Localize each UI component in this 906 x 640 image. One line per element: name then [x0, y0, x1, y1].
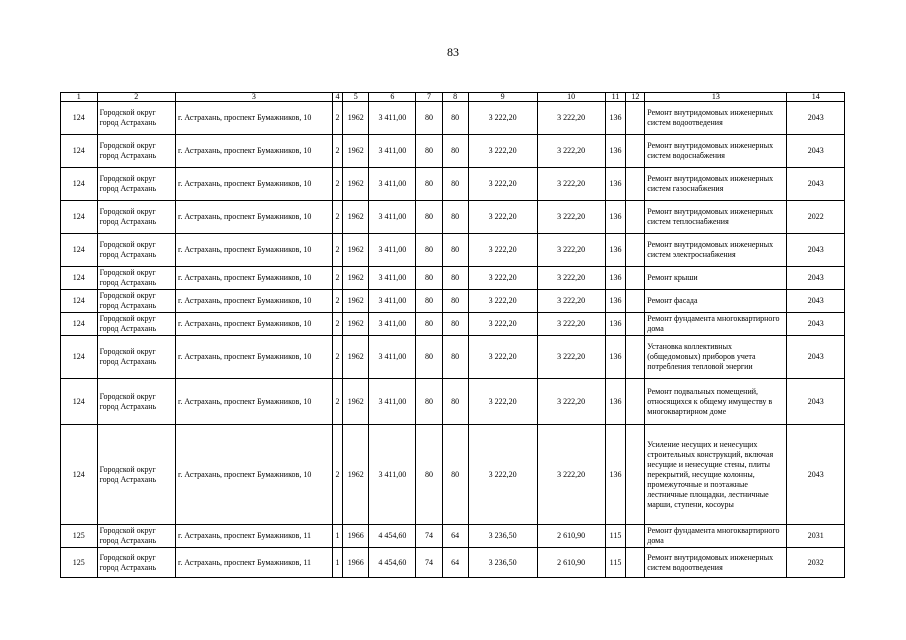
col9-area-cell: 3 222,20: [468, 102, 537, 135]
year-built-cell: 1962: [343, 290, 369, 313]
col8-cell: 64: [442, 548, 468, 578]
total-area-cell: 4 454,60: [369, 525, 416, 548]
col9-area-cell: 3 236,50: [468, 525, 537, 548]
address-cell: г. Астрахань, проспект Бумажников, 10: [175, 201, 332, 234]
column-number-row: [61, 93, 845, 102]
col11-cell: 136: [605, 168, 626, 201]
total-area-cell: 3 411,00: [369, 336, 416, 379]
col9-area-cell: 3 222,20: [468, 168, 537, 201]
total-area-cell: 3 411,00: [369, 168, 416, 201]
col7-cell: 80: [416, 201, 442, 234]
work-type-cell: Ремонт внутридомовых инженерных систем водоотведения: [645, 102, 787, 135]
address-cell: г. Астрахань, проспект Бумажников, 10: [175, 336, 332, 379]
municipality-cell: Городской округ город Астрахань: [97, 201, 175, 234]
total-area-cell: 3 411,00: [369, 290, 416, 313]
planned-year-cell: 2022: [787, 201, 845, 234]
col12-cell: [626, 336, 645, 379]
row-number-cell: 125: [61, 525, 98, 548]
municipality-cell: Городской округ город Астрахань: [97, 168, 175, 201]
col10-area-cell: 2 610,90: [537, 548, 605, 578]
municipality-cell: Городской округ город Астрахань: [97, 234, 175, 267]
col10-area-cell: 3 222,20: [537, 135, 605, 168]
table-row: [61, 525, 845, 548]
col12-cell: [626, 267, 645, 290]
col10-area-cell: 3 222,20: [537, 290, 605, 313]
col10-area-cell: 3 222,20: [537, 201, 605, 234]
row-number-cell: 124: [61, 267, 98, 290]
municipality-cell: Городской округ город Астрахань: [97, 336, 175, 379]
address-cell: г. Астрахань, проспект Бумажников, 10: [175, 234, 332, 267]
column-number: 4: [332, 93, 342, 102]
col8-cell: 80: [442, 135, 468, 168]
municipality-cell: Городской округ город Астрахань: [97, 548, 175, 578]
total-area-cell: 3 411,00: [369, 102, 416, 135]
year-built-cell: 1962: [343, 135, 369, 168]
column-number: 12: [626, 93, 645, 102]
column-number: 10: [537, 93, 605, 102]
municipality-cell: Городской округ город Астрахань: [97, 102, 175, 135]
col8-cell: 80: [442, 267, 468, 290]
column-number: 11: [605, 93, 626, 102]
floors-cell: 2: [332, 201, 342, 234]
column-number: 14: [787, 93, 845, 102]
col9-area-cell: 3 222,20: [468, 313, 537, 336]
col9-area-cell: 3 222,20: [468, 290, 537, 313]
municipality-cell: Городской округ город Астрахань: [97, 290, 175, 313]
table-row: [61, 135, 845, 168]
table-row: [61, 267, 845, 290]
floors-cell: 2: [332, 425, 342, 525]
year-built-cell: 1962: [343, 201, 369, 234]
col12-cell: [626, 379, 645, 425]
work-type-cell: Ремонт внутридомовых инженерных систем электроснабжения: [645, 234, 787, 267]
municipality-cell: Городской округ город Астрахань: [97, 525, 175, 548]
col8-cell: 80: [442, 234, 468, 267]
year-built-cell: 1962: [343, 379, 369, 425]
col7-cell: 74: [416, 548, 442, 578]
planned-year-cell: 2043: [787, 168, 845, 201]
col7-cell: 80: [416, 425, 442, 525]
work-type-cell: Ремонт внутридомовых инженерных систем водоснабжения: [645, 135, 787, 168]
col7-cell: 80: [416, 290, 442, 313]
year-built-cell: 1962: [343, 313, 369, 336]
work-type-cell: Усиление несущих и ненесущих строительных конструкций, включая несущие и ненесущие стены, плиты перекрытий, несущие колонны, промежуточные и поэтажные лестничные площадки, лестничные марши, ступени, косоуры: [645, 425, 787, 525]
planned-year-cell: 2043: [787, 102, 845, 135]
col12-cell: [626, 168, 645, 201]
work-type-cell: Ремонт фундамента многоквартирного дома: [645, 313, 787, 336]
floors-cell: 2: [332, 135, 342, 168]
year-built-cell: 1962: [343, 267, 369, 290]
col12-cell: [626, 425, 645, 525]
col11-cell: 115: [605, 548, 626, 578]
total-area-cell: 3 411,00: [369, 313, 416, 336]
col9-area-cell: 3 222,20: [468, 336, 537, 379]
col7-cell: 80: [416, 234, 442, 267]
column-number: 3: [175, 93, 332, 102]
work-type-cell: Ремонт внутридомовых инженерных систем водоотведения: [645, 548, 787, 578]
row-number-cell: 124: [61, 379, 98, 425]
table-row: [61, 168, 845, 201]
year-built-cell: 1966: [343, 548, 369, 578]
address-cell: г. Астрахань, проспект Бумажников, 10: [175, 168, 332, 201]
col11-cell: 136: [605, 379, 626, 425]
planned-year-cell: 2043: [787, 313, 845, 336]
repair-register-table: [60, 92, 845, 578]
col10-area-cell: 3 222,20: [537, 267, 605, 290]
column-number: 8: [442, 93, 468, 102]
row-number-cell: 124: [61, 135, 98, 168]
col10-area-cell: 3 222,20: [537, 102, 605, 135]
year-built-cell: 1962: [343, 168, 369, 201]
planned-year-cell: 2043: [787, 135, 845, 168]
year-built-cell: 1962: [343, 425, 369, 525]
col7-cell: 80: [416, 313, 442, 336]
table-row: [61, 425, 845, 525]
row-number-cell: 124: [61, 313, 98, 336]
col11-cell: 136: [605, 267, 626, 290]
work-type-cell: Ремонт фасада: [645, 290, 787, 313]
planned-year-cell: 2043: [787, 379, 845, 425]
column-number: 7: [416, 93, 442, 102]
col11-cell: 136: [605, 290, 626, 313]
col10-area-cell: 3 222,20: [537, 425, 605, 525]
col7-cell: 80: [416, 336, 442, 379]
planned-year-cell: 2043: [787, 425, 845, 525]
row-number-cell: 124: [61, 425, 98, 525]
column-number: 9: [468, 93, 537, 102]
planned-year-cell: 2043: [787, 267, 845, 290]
col9-area-cell: 3 222,20: [468, 425, 537, 525]
col10-area-cell: 3 222,20: [537, 234, 605, 267]
floors-cell: 2: [332, 313, 342, 336]
address-cell: г. Астрахань, проспект Бумажников, 11: [175, 525, 332, 548]
col11-cell: 136: [605, 313, 626, 336]
col7-cell: 80: [416, 267, 442, 290]
municipality-cell: Городской округ город Астрахань: [97, 267, 175, 290]
year-built-cell: 1966: [343, 525, 369, 548]
table-row: [61, 234, 845, 267]
column-number: 2: [97, 93, 175, 102]
column-number: 13: [645, 93, 787, 102]
col8-cell: 80: [442, 336, 468, 379]
floors-cell: 2: [332, 290, 342, 313]
address-cell: г. Астрахань, проспект Бумажников, 11: [175, 548, 332, 578]
floors-cell: 2: [332, 168, 342, 201]
table-row: [61, 336, 845, 379]
col10-area-cell: 3 222,20: [537, 313, 605, 336]
page-number: 83: [447, 45, 459, 59]
total-area-cell: 3 411,00: [369, 379, 416, 425]
table-row: [61, 290, 845, 313]
col7-cell: 74: [416, 525, 442, 548]
work-type-cell: Ремонт подвальных помещений, относящихся к общему имуществу в многоквартирном доме: [645, 379, 787, 425]
table-row: [61, 102, 845, 135]
col8-cell: 64: [442, 525, 468, 548]
floors-cell: 2: [332, 267, 342, 290]
address-cell: г. Астрахань, проспект Бумажников, 10: [175, 102, 332, 135]
table-row: [61, 379, 845, 425]
year-built-cell: 1962: [343, 102, 369, 135]
col12-cell: [626, 290, 645, 313]
col9-area-cell: 3 222,20: [468, 379, 537, 425]
municipality-cell: Городской округ город Астрахань: [97, 425, 175, 525]
col12-cell: [626, 548, 645, 578]
municipality-cell: Городской округ город Астрахань: [97, 313, 175, 336]
total-area-cell: 3 411,00: [369, 135, 416, 168]
municipality-cell: Городской округ город Астрахань: [97, 135, 175, 168]
col8-cell: 80: [442, 168, 468, 201]
address-cell: г. Астрахань, проспект Бумажников, 10: [175, 135, 332, 168]
row-number-cell: 124: [61, 201, 98, 234]
column-number: 5: [343, 93, 369, 102]
col10-area-cell: 3 222,20: [537, 168, 605, 201]
work-type-cell: Ремонт внутридомовых инженерных систем газоснабжения: [645, 168, 787, 201]
col7-cell: 80: [416, 102, 442, 135]
col10-area-cell: 3 222,20: [537, 379, 605, 425]
column-number: 1: [61, 93, 98, 102]
col11-cell: 136: [605, 102, 626, 135]
work-type-cell: Ремонт фундамента многоквартирного дома: [645, 525, 787, 548]
col11-cell: 136: [605, 425, 626, 525]
address-cell: г. Астрахань, проспект Бумажников, 10: [175, 290, 332, 313]
col11-cell: 136: [605, 201, 626, 234]
col8-cell: 80: [442, 313, 468, 336]
col8-cell: 80: [442, 379, 468, 425]
col12-cell: [626, 313, 645, 336]
floors-cell: 1: [332, 548, 342, 578]
address-cell: г. Астрахань, проспект Бумажников, 10: [175, 267, 332, 290]
col12-cell: [626, 201, 645, 234]
column-number: 6: [369, 93, 416, 102]
col9-area-cell: 3 222,20: [468, 267, 537, 290]
col10-area-cell: 3 222,20: [537, 336, 605, 379]
col11-cell: 136: [605, 234, 626, 267]
col12-cell: [626, 135, 645, 168]
col12-cell: [626, 234, 645, 267]
work-type-cell: Ремонт внутридомовых инженерных систем теплоснабжения: [645, 201, 787, 234]
col7-cell: 80: [416, 379, 442, 425]
table-row: [61, 548, 845, 578]
col10-area-cell: 2 610,90: [537, 525, 605, 548]
col9-area-cell: 3 222,20: [468, 135, 537, 168]
col8-cell: 80: [442, 290, 468, 313]
work-type-cell: Установка коллективных (общедомовых) приборов учета потребления тепловой энергии: [645, 336, 787, 379]
floors-cell: 1: [332, 525, 342, 548]
floors-cell: 2: [332, 234, 342, 267]
col7-cell: 80: [416, 168, 442, 201]
total-area-cell: 3 411,00: [369, 234, 416, 267]
planned-year-cell: 2032: [787, 548, 845, 578]
year-built-cell: 1962: [343, 336, 369, 379]
address-cell: г. Астрахань, проспект Бумажников, 10: [175, 313, 332, 336]
year-built-cell: 1962: [343, 234, 369, 267]
col9-area-cell: 3 222,20: [468, 201, 537, 234]
col12-cell: [626, 525, 645, 548]
col11-cell: 136: [605, 135, 626, 168]
col8-cell: 80: [442, 425, 468, 525]
municipality-cell: Городской округ город Астрахань: [97, 379, 175, 425]
total-area-cell: 4 454,60: [369, 548, 416, 578]
table-row: [61, 201, 845, 234]
row-number-cell: 124: [61, 168, 98, 201]
floors-cell: 2: [332, 336, 342, 379]
row-number-cell: 124: [61, 234, 98, 267]
row-number-cell: 125: [61, 548, 98, 578]
col9-area-cell: 3 222,20: [468, 234, 537, 267]
address-cell: г. Астрахань, проспект Бумажников, 10: [175, 379, 332, 425]
total-area-cell: 3 411,00: [369, 267, 416, 290]
row-number-cell: 124: [61, 290, 98, 313]
total-area-cell: 3 411,00: [369, 425, 416, 525]
planned-year-cell: 2043: [787, 336, 845, 379]
col12-cell: [626, 102, 645, 135]
col9-area-cell: 3 236,50: [468, 548, 537, 578]
address-cell: г. Астрахань, проспект Бумажников, 10: [175, 425, 332, 525]
work-type-cell: Ремонт крыши: [645, 267, 787, 290]
col7-cell: 80: [416, 135, 442, 168]
floors-cell: 2: [332, 379, 342, 425]
row-number-cell: 124: [61, 102, 98, 135]
floors-cell: 2: [332, 102, 342, 135]
planned-year-cell: 2043: [787, 234, 845, 267]
col11-cell: 136: [605, 336, 626, 379]
col8-cell: 80: [442, 102, 468, 135]
total-area-cell: 3 411,00: [369, 201, 416, 234]
table-row: [61, 313, 845, 336]
row-number-cell: 124: [61, 336, 98, 379]
planned-year-cell: 2031: [787, 525, 845, 548]
col8-cell: 80: [442, 201, 468, 234]
planned-year-cell: 2043: [787, 290, 845, 313]
col11-cell: 115: [605, 525, 626, 548]
